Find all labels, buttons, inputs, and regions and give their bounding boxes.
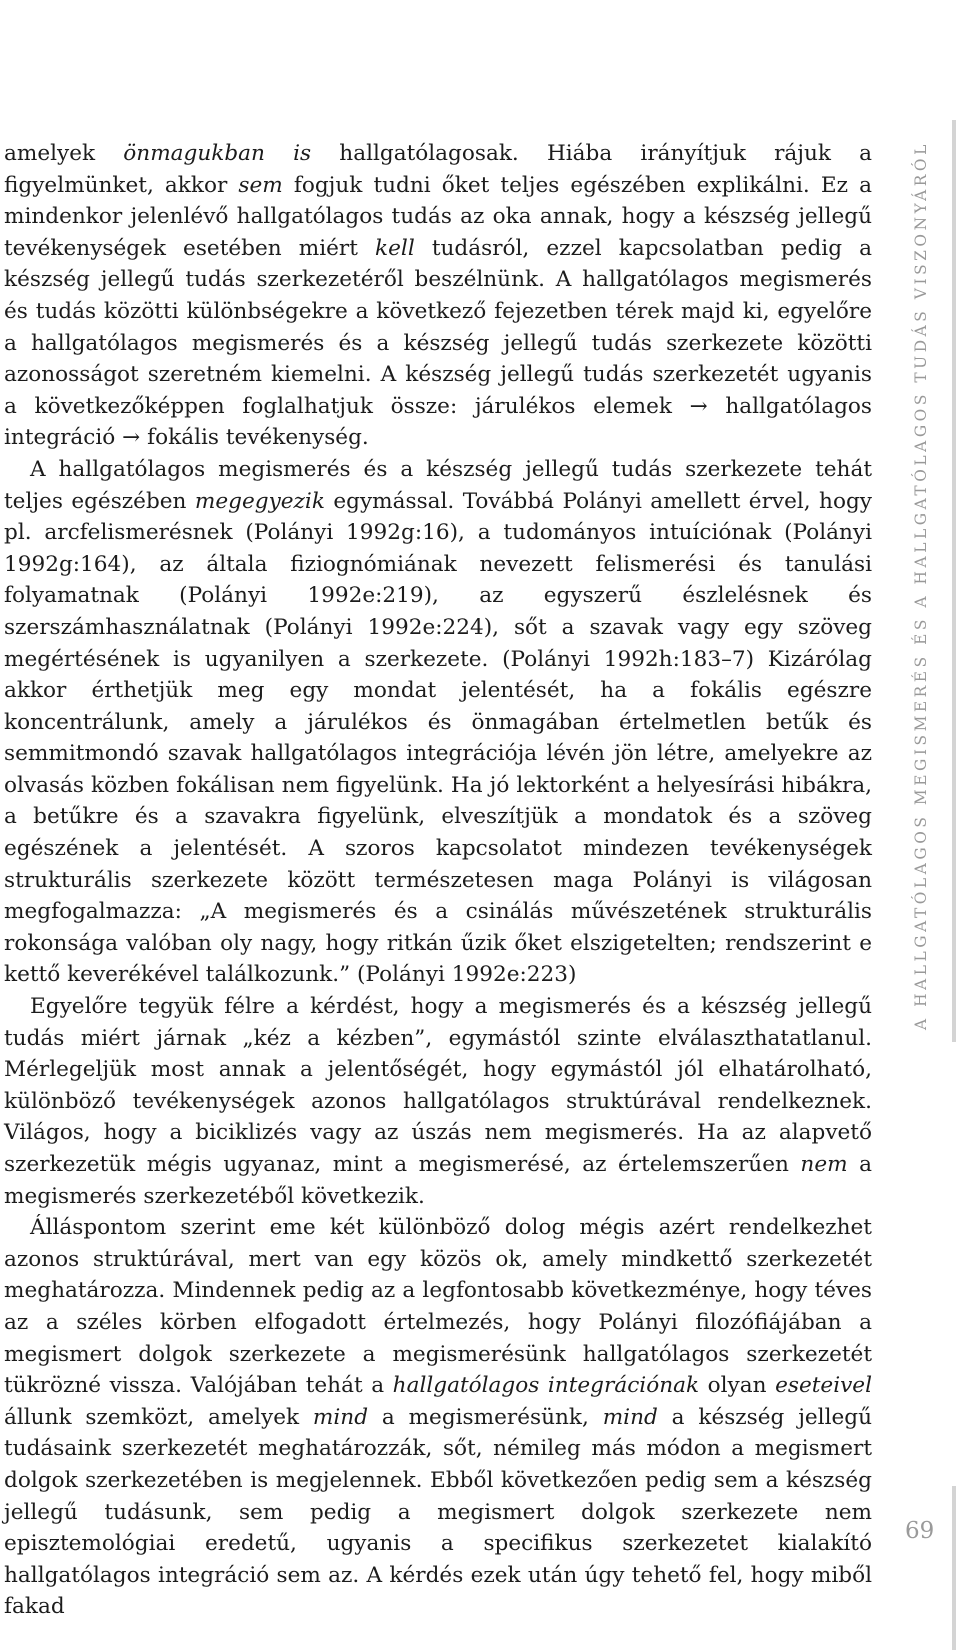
body-text <box>4 138 872 1623</box>
emphasis: önmagukban is <box>123 141 312 166</box>
page-number: 69 <box>905 1518 935 1544</box>
emphasis: mind <box>312 1404 369 1430</box>
running-head: A HALLGATÓLAGOS MEGISMERÉS ÉS A HALLGATÓLAGOS TUDÁS VISZONYÁRÓL <box>912 141 930 1030</box>
margin-rule-bottom <box>952 1486 956 1650</box>
emphasis: kell <box>375 235 415 261</box>
margin-rule-top <box>952 120 956 1042</box>
emphasis: sem <box>238 172 283 198</box>
paragraph-1: amelyek önmagukban is hallgatólagosak. Hiába irányítjuk rájuk a figyelmünket, akkor sem fogjuk tudni őket teljes egészében explikálni. Ez a mindenkor jelenlévő hallgatólagos tudás az oka annak, hogy a készség jellegű tevékenységek esetében miért kell tudásról, ezzel kapcsolatban pedig a készség jellegű tudás szerkezetéről beszélnünk. A hallgatólagos megismerés és tudás közötti különbségekre a következő fejezetben térek majd ki, egyelőre a hallgatólagos megismerés és a készség jellegű tudás szerkezete közötti azonosságot szeretném kiemelni. A készség jellegű tudás szerkezetét ugyanis a következőképpen foglalhatjuk össze: járulékos elemek → hallgatólagos integráció → fokális tevékenység. <box>4 141 873 451</box>
paragraph-2: A hallgatólagos megismerés és a készség jellegű tudás szerkezete tehát teljes egészében megegyezik egymással. Továbbá Polányi amellett érvel, hogy pl. arcfelismerésnek (Polányi 1992g:16), a tudományos intuíciónak (Polányi 1992g:164), az általa fiziognómiának nevezett felismerési és tanulási folyamatnak (Polányi 1992e:219), az egyszerű észlelésnek és szerszámhasználatnak (Polányi 1992e:224), sőt a szavak vagy egy szöveg megértésének is ugyanilyen a szerkezete. (Polányi 1992h:183–7) Kizárólag akkor érthetjük meg egy mondat jelentését, ha a fokális egészre koncentrálunk, amely a járulékos és önmagában értelmetlen betűk és semmitmondó szavak hallgatólagos integrációja lévén jön létre, amelyekre az olvasás közben fokálisan nem figyelünk. Ha jó lektorként a helyesírási hibákra, a betűkre és a szavakra figyelünk, elveszítjük a mondatok és a szöveg egészének a jelentését. A szoros kapcsolatot mindezen tevékenységek strukturális szerkezete között természetesen maga Polányi is világosan megfogalmazza: „A megismerés és a csinálás művészetének strukturális rokonsága valóban oly nagy, hogy ritkán űzik őket elszigetelten; rendszerint e kettő keverékével találkozunk.” (Polányi 1992e:223) <box>4 456 872 988</box>
emphasis: nem <box>800 1152 848 1177</box>
paragraph-4: Álláspontom szerint eme két különböző dolog mégis azért rendelkezhet azonos struktúrával, mert van egy közös ok, amely mindkettő szerkezetét meghatározza. Mindennek pedig az a legfontosabb következménye, hogy téves az a széles körben elfogadott értelmezés, hogy Polányi filozófiájában a megismert dolgok szerkezete a megismerésünk hallgatólagos szerkezetét tükrözné vissza. Valójában tehát a hallgatólagos integrációnak olyan eseteivel állunk szemközt, amelyek mind a megismerésünk, mind a készség jellegű tudásaink szerkezetét meghatározzák, sőt, némileg más módon a megismert dolgok szerkezetében is megjelennek. Ebből következően pedig sem a készség jellegű tudásunk, sem pedig a megismert dolgok szerkezete nem episztemológiai eredetű, ugyanis a specifikus szerkezetet kialakító hallgatólagos integráció sem az. A kérdés ezek után úgy tehető fel, hogy miből fakad <box>4 1215 872 1620</box>
emphasis: eseteivel <box>775 1373 872 1399</box>
emphasis: hallgatólagos integrációnak <box>392 1373 700 1399</box>
emphasis: mind <box>602 1404 658 1430</box>
paragraph-3: Egyelőre tegyük félre a kérdést, hogy a megismerés és a készség jellegű tudás miért járnak „kéz a kézben”, egymástól szinte elválaszthatatlanul. Mérlegeljük most annak a jelentőségét, hogy egymástól jól elhatárolható, különböző tevékenységek azonos hallgatólagos struktúrával rendelkeznek. Világos, hogy a biciklizés vagy az úszás nem megismerés. Ha az alapvető szerkezetük mégis ugyanaz, mint a megismerésé, az értelemszerűen nem a megismerés szerkezetéből következik. <box>4 994 872 1209</box>
emphasis: megegyezik <box>194 488 325 514</box>
